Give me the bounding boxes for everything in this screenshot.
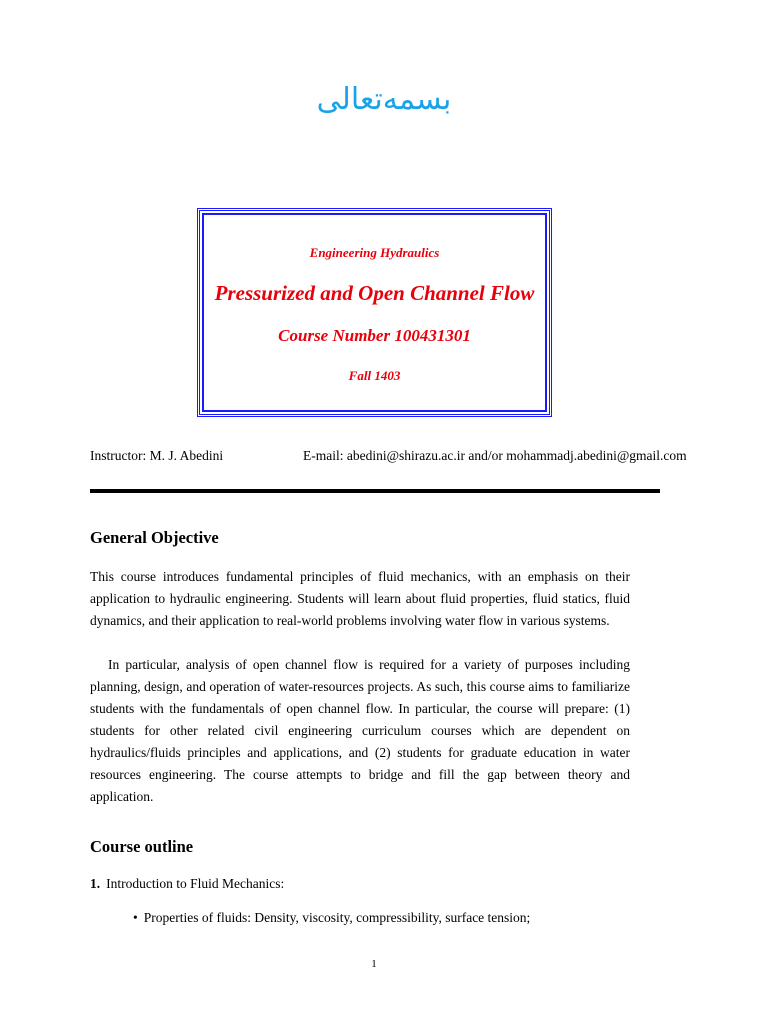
instructor-line: Instructor: M. J. Abedini bbox=[90, 448, 224, 463]
outline-item-1 bbox=[90, 876, 284, 892]
course-term: Fall 1403 bbox=[348, 368, 401, 383]
objective-paragraph-2: In particular, analysis of open channel flow is required for a variety of purposes including planning, design, and operation of water-resources projects. As such, this course aims to familiarize students with the fundamentals of open channel flow. In particular, the course will prepare: (1) students for other related civil engineering curriculum courses which are dependent on hydraulics/fluids principles and applications, and (2) students for graduate education in water resources engineering. The course attempts to bridge and fill the gap between theory and application. bbox=[90, 657, 630, 804]
general-objective-heading: General Objective bbox=[90, 528, 219, 547]
course-title: Pressurized and Open Channel Flow bbox=[214, 281, 535, 305]
course-outline-heading: Course outline bbox=[90, 837, 194, 856]
course-subtitle: Engineering Hydraulics bbox=[309, 245, 440, 260]
course-number: Course Number 100431301 bbox=[278, 326, 471, 345]
outline-bullet bbox=[133, 910, 530, 926]
outline-item-text: Introduction to Fluid Mechanics: bbox=[106, 876, 285, 891]
page-number: 1 bbox=[371, 958, 377, 970]
email-line: E-mail: abedini@shirazu.ac.ir and/or mohammadj.abedini@gmail.com bbox=[303, 448, 687, 463]
objective-paragraph-1: This course introduces fundamental principles of fluid mechanics, with an emphasis on their application to hydraulic engineering. Students will learn about fluid properties, fluid statics, fluid dynamics, and their application to real-world problems involving water flow in various systems. bbox=[90, 569, 630, 628]
course-title-box bbox=[197, 208, 552, 417]
basmala-heading: بسمه‌تعالی bbox=[316, 82, 452, 117]
outline-item-number: 1. bbox=[90, 876, 101, 891]
bullet-dot-icon: • bbox=[133, 910, 138, 925]
outline-bullet-text: Properties of fluids: Density, viscosity, compressibility, surface tension; bbox=[143, 910, 531, 925]
horizontal-rule bbox=[90, 489, 660, 493]
